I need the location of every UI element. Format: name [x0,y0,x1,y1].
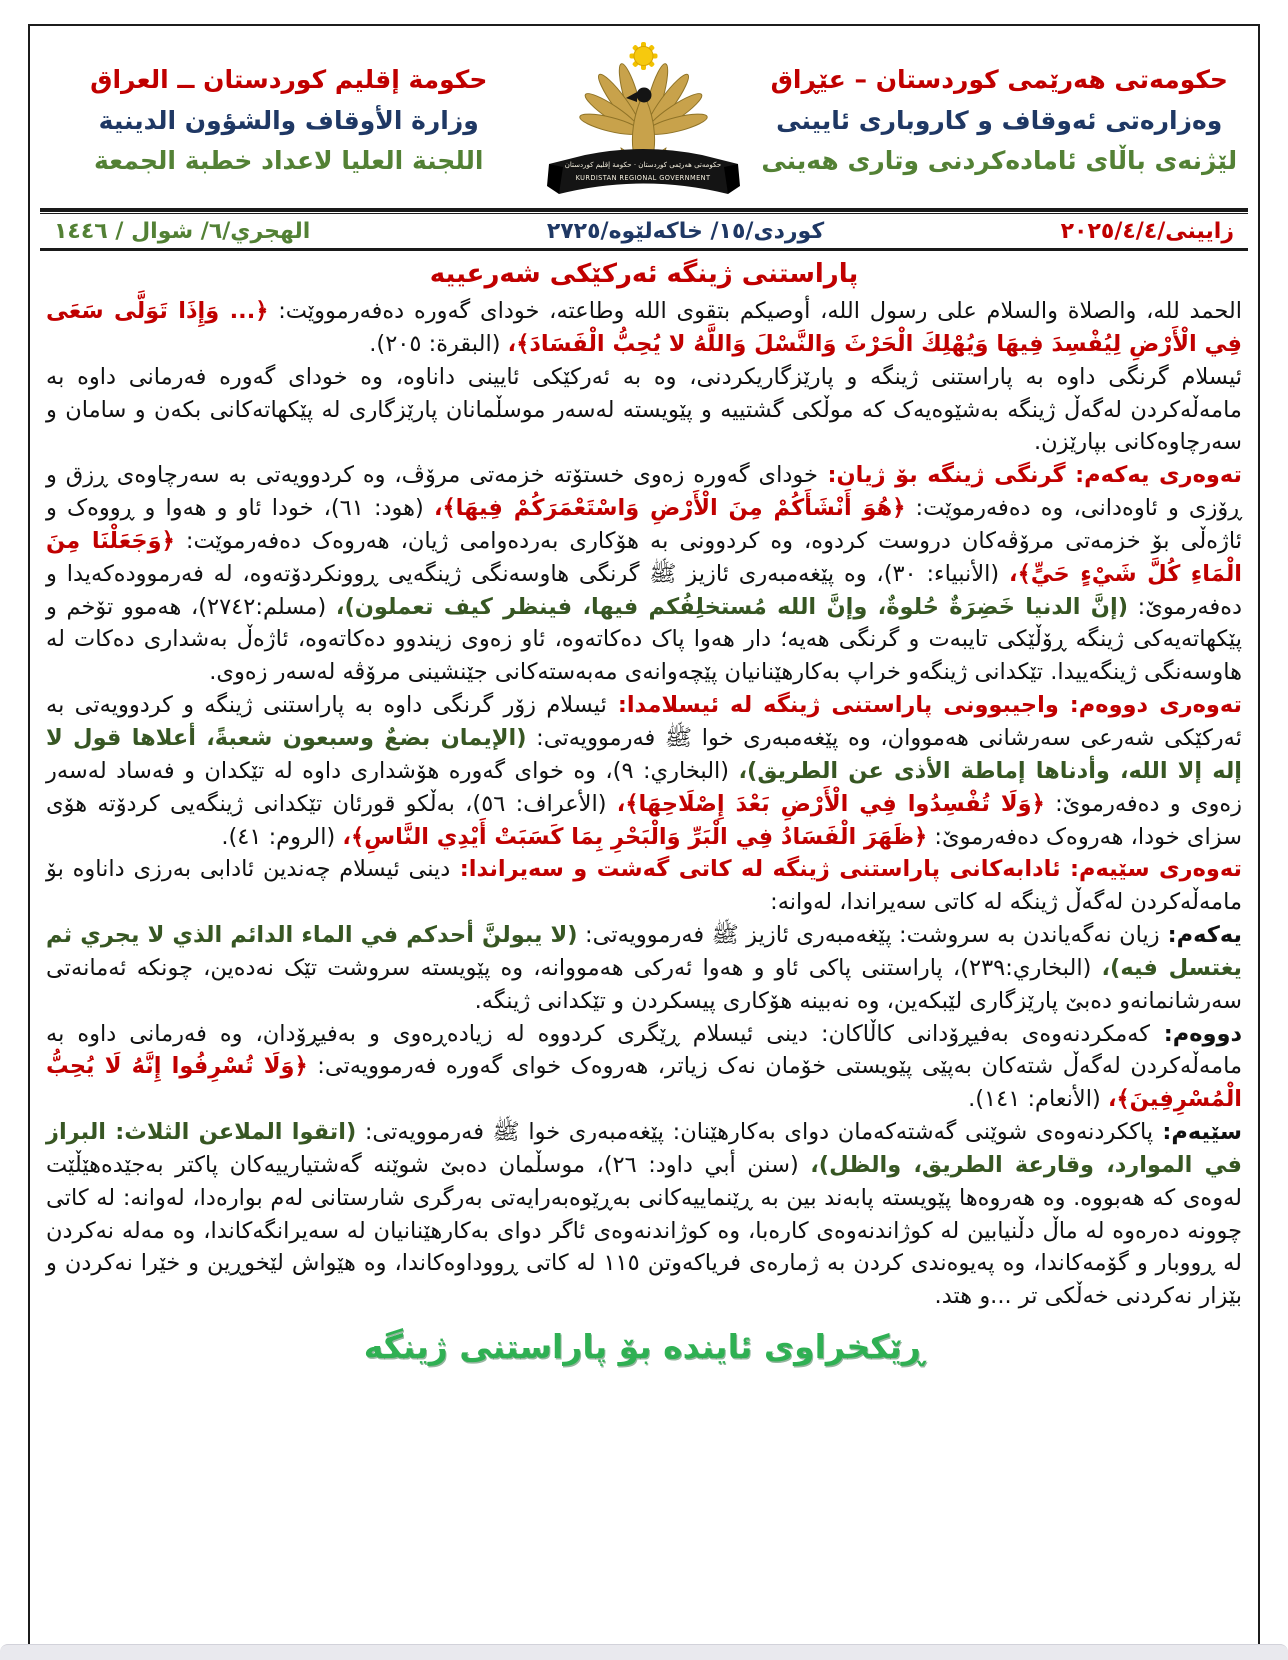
intro-paragraph [46,295,1242,361]
sermon-body [40,295,1248,1313]
axis-one-paragraph [46,459,1242,689]
text-segment-plain: زیان نەگەیاندن بە سروشت: پێغەمبەری ئازیز ﷺ فەرموویەتی: [577,922,1160,949]
emblem-ribbon [547,149,740,194]
text-segment-quran: ﴿وَجَعَلْنَا مِنَ الْمَاءِ كُلَّ شَيْءٍ حَيٍّ﴾، [46,527,1242,587]
text-segment-hadith: (الإيمان بضعٌ وسبعون شعبةً، أعلاها قول لا إله إلا الله، وأدناها إماطة الأذى عن الطريق)، [46,724,1242,784]
text-segment-plain: خودای گەورە زەوی خستۆتە خزمەتی مرۆڤ، وە كردوویەتی بە سەرچاوەی ڕزق و ڕۆزی و ئاوەدانی، وە دەفەرموێت: [46,462,1243,522]
text-segment-lead: یەكەم: [1159,922,1242,949]
islam-importance-paragraph [46,361,1242,460]
axis-two-paragraph [46,689,1242,853]
sermon-title: پاراستنی ژینگە ئەركێكی شەرعییە [429,259,859,289]
ribbon-text-english: KURDISTAN REGIONAL GOVERNMENT [575,174,711,182]
item-second-paragraph [46,1018,1242,1117]
krg-government-title-arabic: حكومة إقليم كوردستان ــ العراق [90,65,488,95]
text-segment-section: تەوەری سێیەم: ئادابەكانی پاراستنی ژینگە لە كاتی گەشت و سەیراندا: [450,856,1242,883]
ministry-title-arabic: وزارة الأوقاف والشؤون الدينية [98,105,479,135]
text-segment-plain: ئیسلام زۆر گرنگی داوە بە پاراستنی ژینگە و كردوویەتی بە ئەركێكی شەرعی سەرشانی هەمووان، وە پێغەمبەری خوا ﷺ فەرموویەتی: [46,692,1243,751]
text-segment-hadith: (اتقوا الملاعن الثلاث: البراز في الموارد، وقارعة الطريق، والظل)، [46,1119,1242,1178]
text-segment-plain: ئیسلام گرنگی داوە بە پاراستنی ژینگە و پارێزگاریكردنی، وە بە ئەركێكی ئایینی داناوە، وە خودای گەورە فەرمانی داوە بە مامەڵەكردن لەگەڵ ژینگە بەشێوەیەک كە موڵكی گشتییە و پێویستە لەسەر موسڵمانان پارێزگاری لە پێكهاتەكانی بكەن و سامان و سەرچاوەكانی بپارێزن. [46,363,1242,456]
item-third-paragraph [46,1116,1242,1313]
text-segment-plain: (البخاري:٢٣٩)، پاراستنی پاكی ئاو و هەوا ئەركی هەمووانە، وە پێویستە سروشت تێک نەدەین، چونكە ئەمانەتی سەرشانمانەو دەبێ پارێزگاری لێبكەین، وە نەبینە هۆكاری پیسكردن و تێكدانی ژینگە. [46,954,1242,1014]
text-segment-plain: دینی ئیسلام چەندین ئادابی بەرزی داناوە بۆ مامەڵەكردن لەگەڵ ژینگە لە كاتی سەیراندا، لەوانە: [46,856,1242,916]
document-header [40,30,1248,208]
text-segment-plain: (هود: ٦١)، خودا ئاو و هەوا و ڕووەک و ئاژەڵی بۆ خزمەتی مرۆڤەكان دروست كردوە، وە كردوونی بە هۆكاری بەردەوامی ژیان، هەروەک دەفەرموێت: [46,495,1242,554]
text-segment-lead: سێیەم: [1153,1119,1243,1146]
axis-three-paragraph [46,853,1242,919]
header-kurdish-block [757,60,1243,182]
text-segment-quran: ﴿... وَإِذَا تَوَلَّى سَعَى فِي الْأَرْضِ لِيُفْسِدَ فِيهَا وَيُهْلِكَ الْحَرْثَ وَالنَّسْلَ وَاللَّهُ لا يُحِبُّ الْفَسَادَ﴾، [46,298,1242,357]
ribbon-text-kurdish: حكومەتی هەرێمی كوردستان · حكومة إقليم كوردستان [564,161,722,169]
text-segment-quran: ﴿وَلَا تُفْسِدُوا فِي الْأَرْضِ بَعْدَ إِصْلَاحِهَا﴾، [616,790,1045,817]
item-first-paragraph [46,919,1242,1018]
organization-footer: ڕێكخراوی ئایندە بۆ پاراستنی ژینگە [363,1327,925,1367]
ministry-title-kurdish: وەزارەتی ئەوقاف و كاروباری ئایینی [776,105,1223,135]
date-gregorian: زایینی/٢٠٢٥/٤/٤ [1060,219,1234,244]
text-segment-plain: كەمكردنەوەی بەفیڕۆدانی كاڵاكان: دینی ئیسلام ڕێگری كردووە لە زیادەڕەوی و بەفیڕۆدان، وە فەرمانی داوە بە مامەڵەكردن لەگەڵ شتەكان بەپێی پێویستی خۆمان نەک زیاتر، هەروەک خوای گەورە فەرموویەتی: [46,1020,1242,1080]
krg-government-title-kurdish: حكومەتی هەرێمی كوردستان – عێڕاق [770,65,1228,95]
text-segment-hadith: (إنَّ الدنيا خَضِرَةٌ حُلوةٌ، وإنَّ الله مُستخلِفُكم فيها، فينظر كيف تعملون)، [335,593,1129,620]
header-arabic-block [46,60,532,182]
text-segment-quran: ﴿ظَهَرَ الْفَسَادُ فِي الْبَرِّ وَالْبَحْرِ بِمَا كَسَبَتْ أَيْدِي النَّاسِ﴾، [342,823,928,850]
text-segment-plain: (الأنعام: ١٤١). [968,1086,1108,1113]
text-segment-plain: (مسلم:٢٧٤٢)، هەموو تۆخم و پێكهاتەیەكی ژینگە ڕۆڵێكی تایبەت و گرنگی هەیە؛ دار هەوا پاک دەكاتەوە، ئاو زەوی زیندوو دەكاتەوە، ئاژەڵ بەشداری دەكات لە هاوسەنگی ژینگەییدا. تێكدانی ژینگەو خراپ بەكارهێنانیان پێچەوانەی مەبەستەكانی جێنشینی مرۆڤە لەسەر زەوی. [46,593,1242,686]
text-segment-plain: (البقرة: ٢٠٥). [369,330,508,357]
text-segment-section: تەوەری دووەم: واجیبوونی پاراستنی ژینگە لە ئیسلامدا: [606,692,1243,719]
text-segment-plain: (البخاري: ٩)، وە خوای گەورە هۆشداری داوە لە تێكدان و فەساد لەسەر زەوی و دەفەرموێ: [46,757,1242,817]
emblem-container [532,36,757,206]
text-segment-plain: (الأنبياء: ٣٠)، وە پێغەمبەری ئازیز ﷺ گرنگی هاوسەنگی ژینگەیی ڕوونكردۆتەوە، لە فەرموودەكەیدا و دەفەرموێ: [46,560,1242,620]
text-segment-lead: دووەم: [1150,1020,1243,1047]
header-divider-bottom [40,248,1248,251]
committee-title-arabic: اللجنة العليا لاعداد خطبة الجمعة [93,146,484,176]
krg-emblem-icon [533,36,755,206]
page-frame [28,24,1260,1646]
text-segment-plain: پاككردنەوەی شوێنی گەشتەكەمان دوای بەكارهێنان: پێغەمبەری خوا ﷺ فەرموویەتی: [356,1119,1154,1146]
text-segment-quran: ﴿هُوَ أَنْشَأَكُمْ مِنَ الْأَرْضِ وَاسْتَعْمَرَكُمْ فِيهَا﴾، [433,495,906,522]
committee-title-kurdish: لێژنەی باڵای ئامادەكردنی وتاری هەینی [761,146,1238,176]
text-segment-plain: (الروم: ٤١). [221,823,343,850]
text-segment-plain: (الأعراف: ٥٦)، بەڵكو قورئان تێكدانی ژینگەیی كردۆتە هۆی سزای خودا، هەروەک دەفەرموێ: [46,790,1242,850]
text-segment-section: تەوەری یەكەم: گرنگی ژینگە بۆ ژیان: [817,462,1242,489]
text-segment-plain: الحمد لله، والصلاة والسلام على رسول الله، أوصيكم بتقوى الله وطاعته، خودای گەورە دەفەرمووێت: [268,298,1243,324]
text-segment-plain: (سنن أبي داود: ٢٦)، موسڵمان دەبێ شوێنە گەشتیارییەكان پاكتر بەجێدەهێڵێت لەوەی كە هەبووە. وە هەروەها پێویستە پابەند بین بە ڕێنماییەكانی بەڕێوەبەرایەتی بەرگری شارستانی لەم بوارەدا، لەوانە: لە كاتی چوونە دەرەوە لە ماڵ دڵنیابین لە كوژاندنەوەی كارەبا، وە كوژاندنەوەی ئاگر دوای بەكارهێنانیان لە سەیرانگەكاندا، وە مەلە نەكردن لە ڕووبار و گۆمەكاندا، وە پەیوەندی كردن بە ژمارەی فریاكەوتن ١١٥ لە كاتی ڕووداوەكاندا، وە هێواش لێخوڕین و خێرا نەكردن و بێزار نەكردنی خەڵكی تر ...و هتد. [46,1151,1242,1310]
date-hijri: الهجري/٦/ شوال / ١٤٤٦ [54,219,311,244]
date-kurdish: كوردی/١٥/ خاكەلێوە/٢٧٢٥ [546,219,825,244]
text-segment-quran: ﴿وَلَا تُسْرِفُوا إِنَّهُ لَا يُحِبُّ الْمُسْرِفِينَ﴾، [46,1053,1242,1113]
date-row [40,214,1248,248]
page-bottom-edge [0,1644,1288,1660]
sun-icon [630,42,658,70]
text-segment-hadith: (لا يبولنَّ أحدكم في الماء الدائم الذي لا يجري ثم يغتسل فيه)، [46,922,1242,981]
